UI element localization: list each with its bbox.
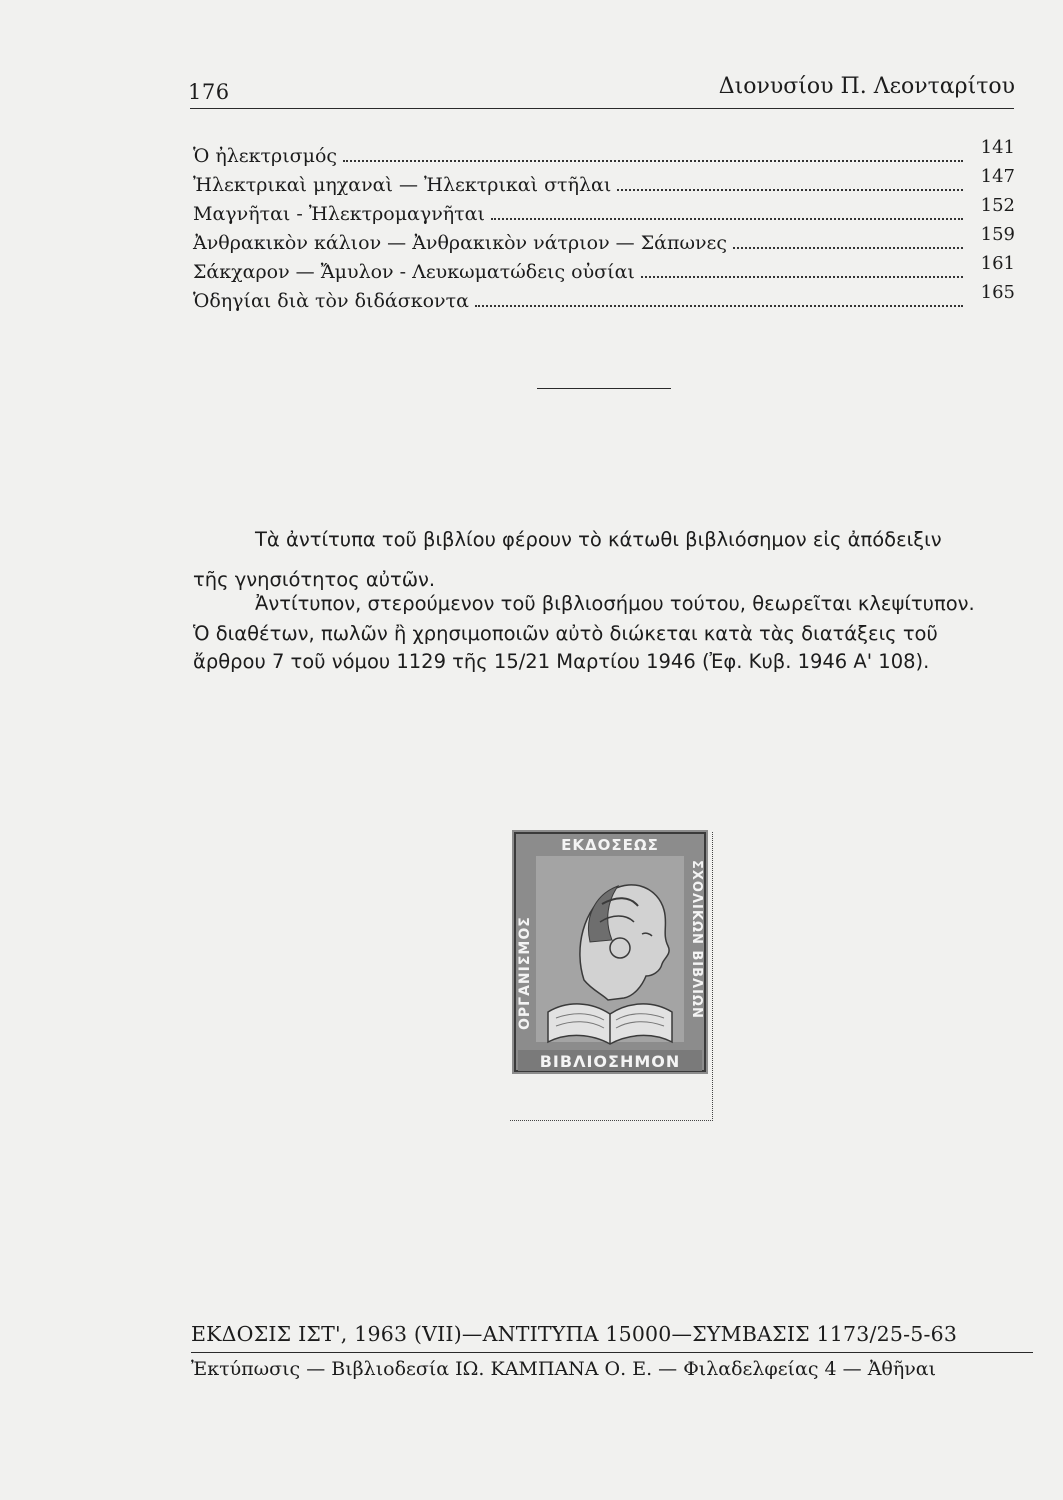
toc-entry-page: 147 (980, 166, 1015, 187)
toc-leader-dots (641, 276, 963, 278)
stamp-top-text: ΕΚΔΟΣΕΩΣ (561, 836, 659, 854)
stamp-left-text: ΟΡΓΑΝΙΣΜΟΣ (517, 916, 533, 1030)
toc-leader-dots (343, 160, 963, 162)
notice-line: Ὁ διαθέτων, πωλῶν ἢ χρησιμοποιῶν αὐτὸ διώκεται κατὰ τὰς διατάξεις τοῦ (193, 622, 938, 645)
toc-entry-page: 141 (980, 137, 1015, 158)
toc-entry-title: Μαγνῆται - Ἠλεκτρομαγνῆται (193, 203, 485, 225)
toc-leader-dots (733, 247, 963, 249)
toc-entry (193, 167, 1015, 196)
running-head (188, 74, 1015, 104)
stamp-right-text: ΣΧΟΛΙΚΩΝ ΒΙΒΛΙΩΝ (689, 860, 704, 1019)
toc-leader-dots (475, 305, 963, 307)
toc-entry (193, 138, 1015, 167)
running-title: Διονυσίου Π. Λεονταρίτου (718, 74, 1015, 99)
toc-entry-page: 161 (980, 253, 1015, 274)
notice-line: ἄρθρου 7 τοῦ νόμου 1129 τῆς 15/21 Μαρτίου 1946 (Ἐφ. Κυβ. 1946 Α' 108). (193, 650, 930, 673)
toc-entry-title: Ἀνθρακικὸν κάλιον — Ἀνθρακικὸν νάτριον — Σάπωνες (193, 232, 728, 254)
toc-entry (193, 283, 1015, 312)
toc-entry (193, 196, 1015, 225)
edition-info: ΕΚΔΟΣΙΣ ΙΣΤ', 1963 (VII)—ΑΝΤΙΤΥΠΑ 15000—ΣΥΜΒΑΣΙΣ 1173/25-5-63 (191, 1322, 958, 1346)
book-stamp-frame (510, 832, 713, 1121)
toc-leader-dots (491, 218, 963, 220)
book-stamp-seal (512, 830, 708, 1074)
printer-info: Ἐκτύπωσις — Βιβλιοδεσία ΙΩ. ΚΑΜΠΑΝΑ Ο. Ε. — Φιλαδελφείας 4 — Ἀθῆναι (191, 1358, 937, 1380)
notice-line: Ἀντίτυπον, στερούμενον τοῦ βιβλιοσήμου τούτου, θεωρεῖται κλεψίτυπον. (255, 592, 975, 615)
toc-entry-page: 152 (980, 195, 1015, 216)
table-of-contents (193, 138, 1015, 312)
header-rule (190, 108, 1014, 109)
toc-entry-title: Ἠλεκτρικαὶ μηχαναὶ — Ἠλεκτρικαὶ στῆλαι (193, 174, 612, 196)
notice-line: Τὰ ἀντίτυπα τοῦ βιβλίου φέρουν τὸ κάτωθι βιβλιόσημον εἰς ἀπόδειξιν (255, 528, 942, 551)
toc-entry (193, 254, 1015, 283)
toc-leader-dots (617, 189, 963, 191)
toc-entry-title: Ὁ ἠλεκτρισμός (193, 145, 338, 167)
stamp-bottom-text: ΒΙΒΛΙΟΣΗΜΟΝ (539, 1052, 681, 1071)
toc-entry (193, 225, 1015, 254)
toc-entry-page: 165 (980, 282, 1015, 303)
section-divider (537, 388, 671, 389)
notice-line: τῆς γνησιότητος αὐτῶν. (193, 568, 436, 591)
imprint-rule (191, 1352, 1033, 1353)
toc-entry-title: Ὁδηγίαι διὰ τὸν διδάσκοντα (193, 290, 469, 312)
page-number: 176 (188, 80, 230, 104)
toc-entry-page: 159 (980, 224, 1015, 245)
toc-entry-title: Σάκχαρον — Ἄμυλον - Λευκωματώδεις οὐσίαι (193, 261, 635, 283)
